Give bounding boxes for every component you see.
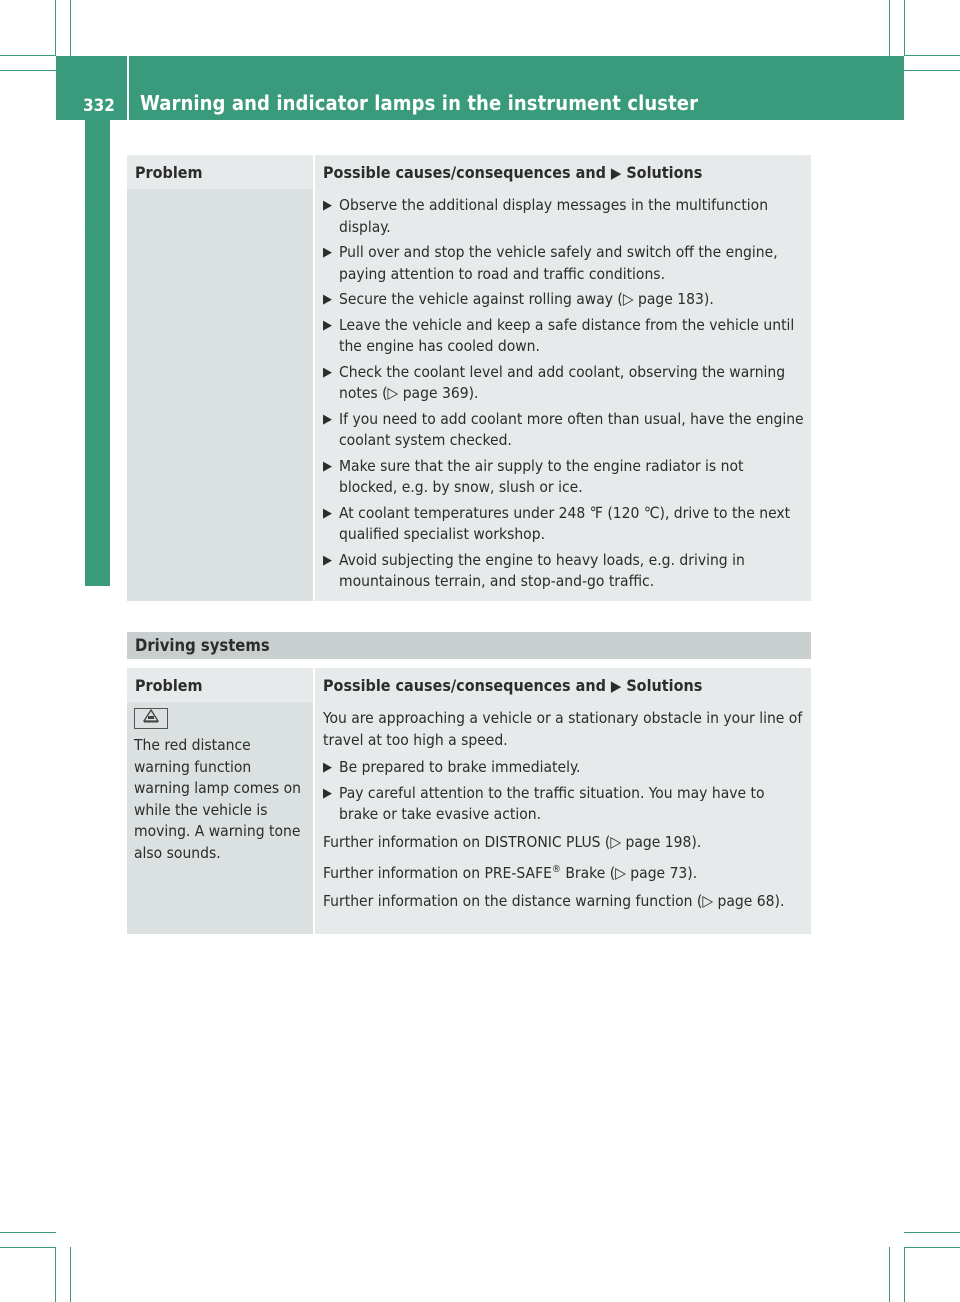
table-row <box>127 702 811 934</box>
distance-warning-icon <box>134 708 168 729</box>
info-pre-safe: Further information on PRE-SAFE® Brake (▷ page 73). <box>323 864 698 883</box>
driving-systems-table <box>125 668 813 934</box>
crop-mark <box>0 1247 56 1248</box>
step-arrow-icon: ▶ <box>323 785 332 801</box>
list-item: ▶ If you need to add coolant more often than usual, have the engine coolant system checked. <box>323 409 804 449</box>
crop-mark <box>904 70 960 71</box>
crop-mark <box>55 1247 56 1302</box>
page-title: Warning and indicator lamps in the instrument cluster <box>140 91 699 115</box>
solutions-label: Solutions <box>626 675 703 695</box>
table-header-row <box>127 155 811 189</box>
crop-mark <box>904 1247 960 1248</box>
list-item: ▶ Avoid subjecting the engine to heavy loads, e.g. driving in mountainous terrain, and stop-and-go traffic. <box>323 550 745 590</box>
step-arrow-icon: ▶ <box>323 411 332 427</box>
column-header-problem: Problem <box>127 668 313 702</box>
step-arrow-icon: ▶ <box>323 364 332 380</box>
causes-label: Possible causes/consequences and <box>323 675 606 695</box>
list-item: ▶ Pull over and stop the vehicle safely and switch off the engine, paying attention to road and traffic conditions. <box>323 243 778 283</box>
header-divider <box>127 56 129 122</box>
solutions-label: Solutions <box>626 162 703 182</box>
page-number: 332 <box>83 96 115 116</box>
list-item: ▶ Observe the additional display messages in the multifunction display. <box>323 196 769 236</box>
crop-mark <box>55 0 56 56</box>
step-arrow-icon: ▶ <box>323 505 332 521</box>
crop-mark <box>70 1247 71 1302</box>
list-item: ▶ Be prepared to brake immediately. <box>323 757 805 779</box>
table-row <box>127 189 811 601</box>
step-arrow-icon: ▶ <box>323 245 332 260</box>
list-item: ▶ Pay careful attention to the traffic situation. You may have to brake or take evasive action. <box>323 783 765 823</box>
coolant-table <box>125 155 813 601</box>
crop-mark <box>0 1232 56 1233</box>
step-arrow-icon: ▶ <box>610 163 622 182</box>
problem-cell <box>127 189 313 601</box>
crop-mark <box>70 0 71 56</box>
solution-cell <box>315 189 811 601</box>
section-title: Driving systems <box>135 636 270 655</box>
step-arrow-icon: ▶ <box>323 317 332 333</box>
problem-cell <box>127 702 313 934</box>
column-header-causes <box>315 668 811 702</box>
table-header-row <box>127 668 811 702</box>
list-item: ▶ Secure the vehicle against rolling away (▷ page 183). <box>323 289 805 311</box>
info-distance-warning: Further information on the distance warning function (▷ page 68). <box>323 891 785 910</box>
step-arrow-icon: ▶ <box>610 676 622 695</box>
step-arrow-icon: ▶ <box>323 198 332 213</box>
column-header-causes <box>315 155 811 189</box>
step-arrow-icon: ▶ <box>323 760 332 775</box>
problem-description: The red distance warning function warning lamp comes on while the vehicle is moving. A warning tone also sounds. <box>134 736 301 862</box>
causes-label: Possible causes/consequences and <box>323 162 606 182</box>
crop-mark <box>889 0 890 56</box>
crop-mark <box>889 1247 890 1302</box>
distance-warning-icon <box>142 709 160 723</box>
step-arrow-icon: ▶ <box>323 292 332 307</box>
list-item: ▶ At coolant temperatures under 248 ℉ (120 ℃), drive to the next qualified specialist workshop. <box>323 503 791 543</box>
crop-mark <box>904 1232 960 1233</box>
info-distronic: Further information on DISTRONIC PLUS (▷ page 198). <box>323 832 702 851</box>
list-item: ▶ Make sure that the air supply to the engine radiator is not blocked, e.g. by snow, slush or ice. <box>323 456 744 496</box>
solution-cell <box>315 702 811 934</box>
crop-mark <box>904 0 905 56</box>
column-header-problem: Problem <box>127 155 313 189</box>
intro-text: You are approaching a vehicle or a stationary obstacle in your line of travel at too high a speed. <box>323 709 803 749</box>
crop-mark <box>0 55 56 56</box>
list-item: ▶ Leave the vehicle and keep a safe distance from the vehicle until the engine has cooled down. <box>323 315 795 355</box>
crop-mark <box>904 1247 905 1302</box>
list-item: ▶ Check the coolant level and add coolant, observing the warning notes (▷ page 369). <box>323 362 786 402</box>
step-arrow-icon: ▶ <box>323 552 332 568</box>
side-tab-label: On-board computer and displays <box>84 180 108 528</box>
step-arrow-icon: ▶ <box>323 458 332 474</box>
crop-mark <box>904 55 960 56</box>
crop-mark <box>0 70 56 71</box>
